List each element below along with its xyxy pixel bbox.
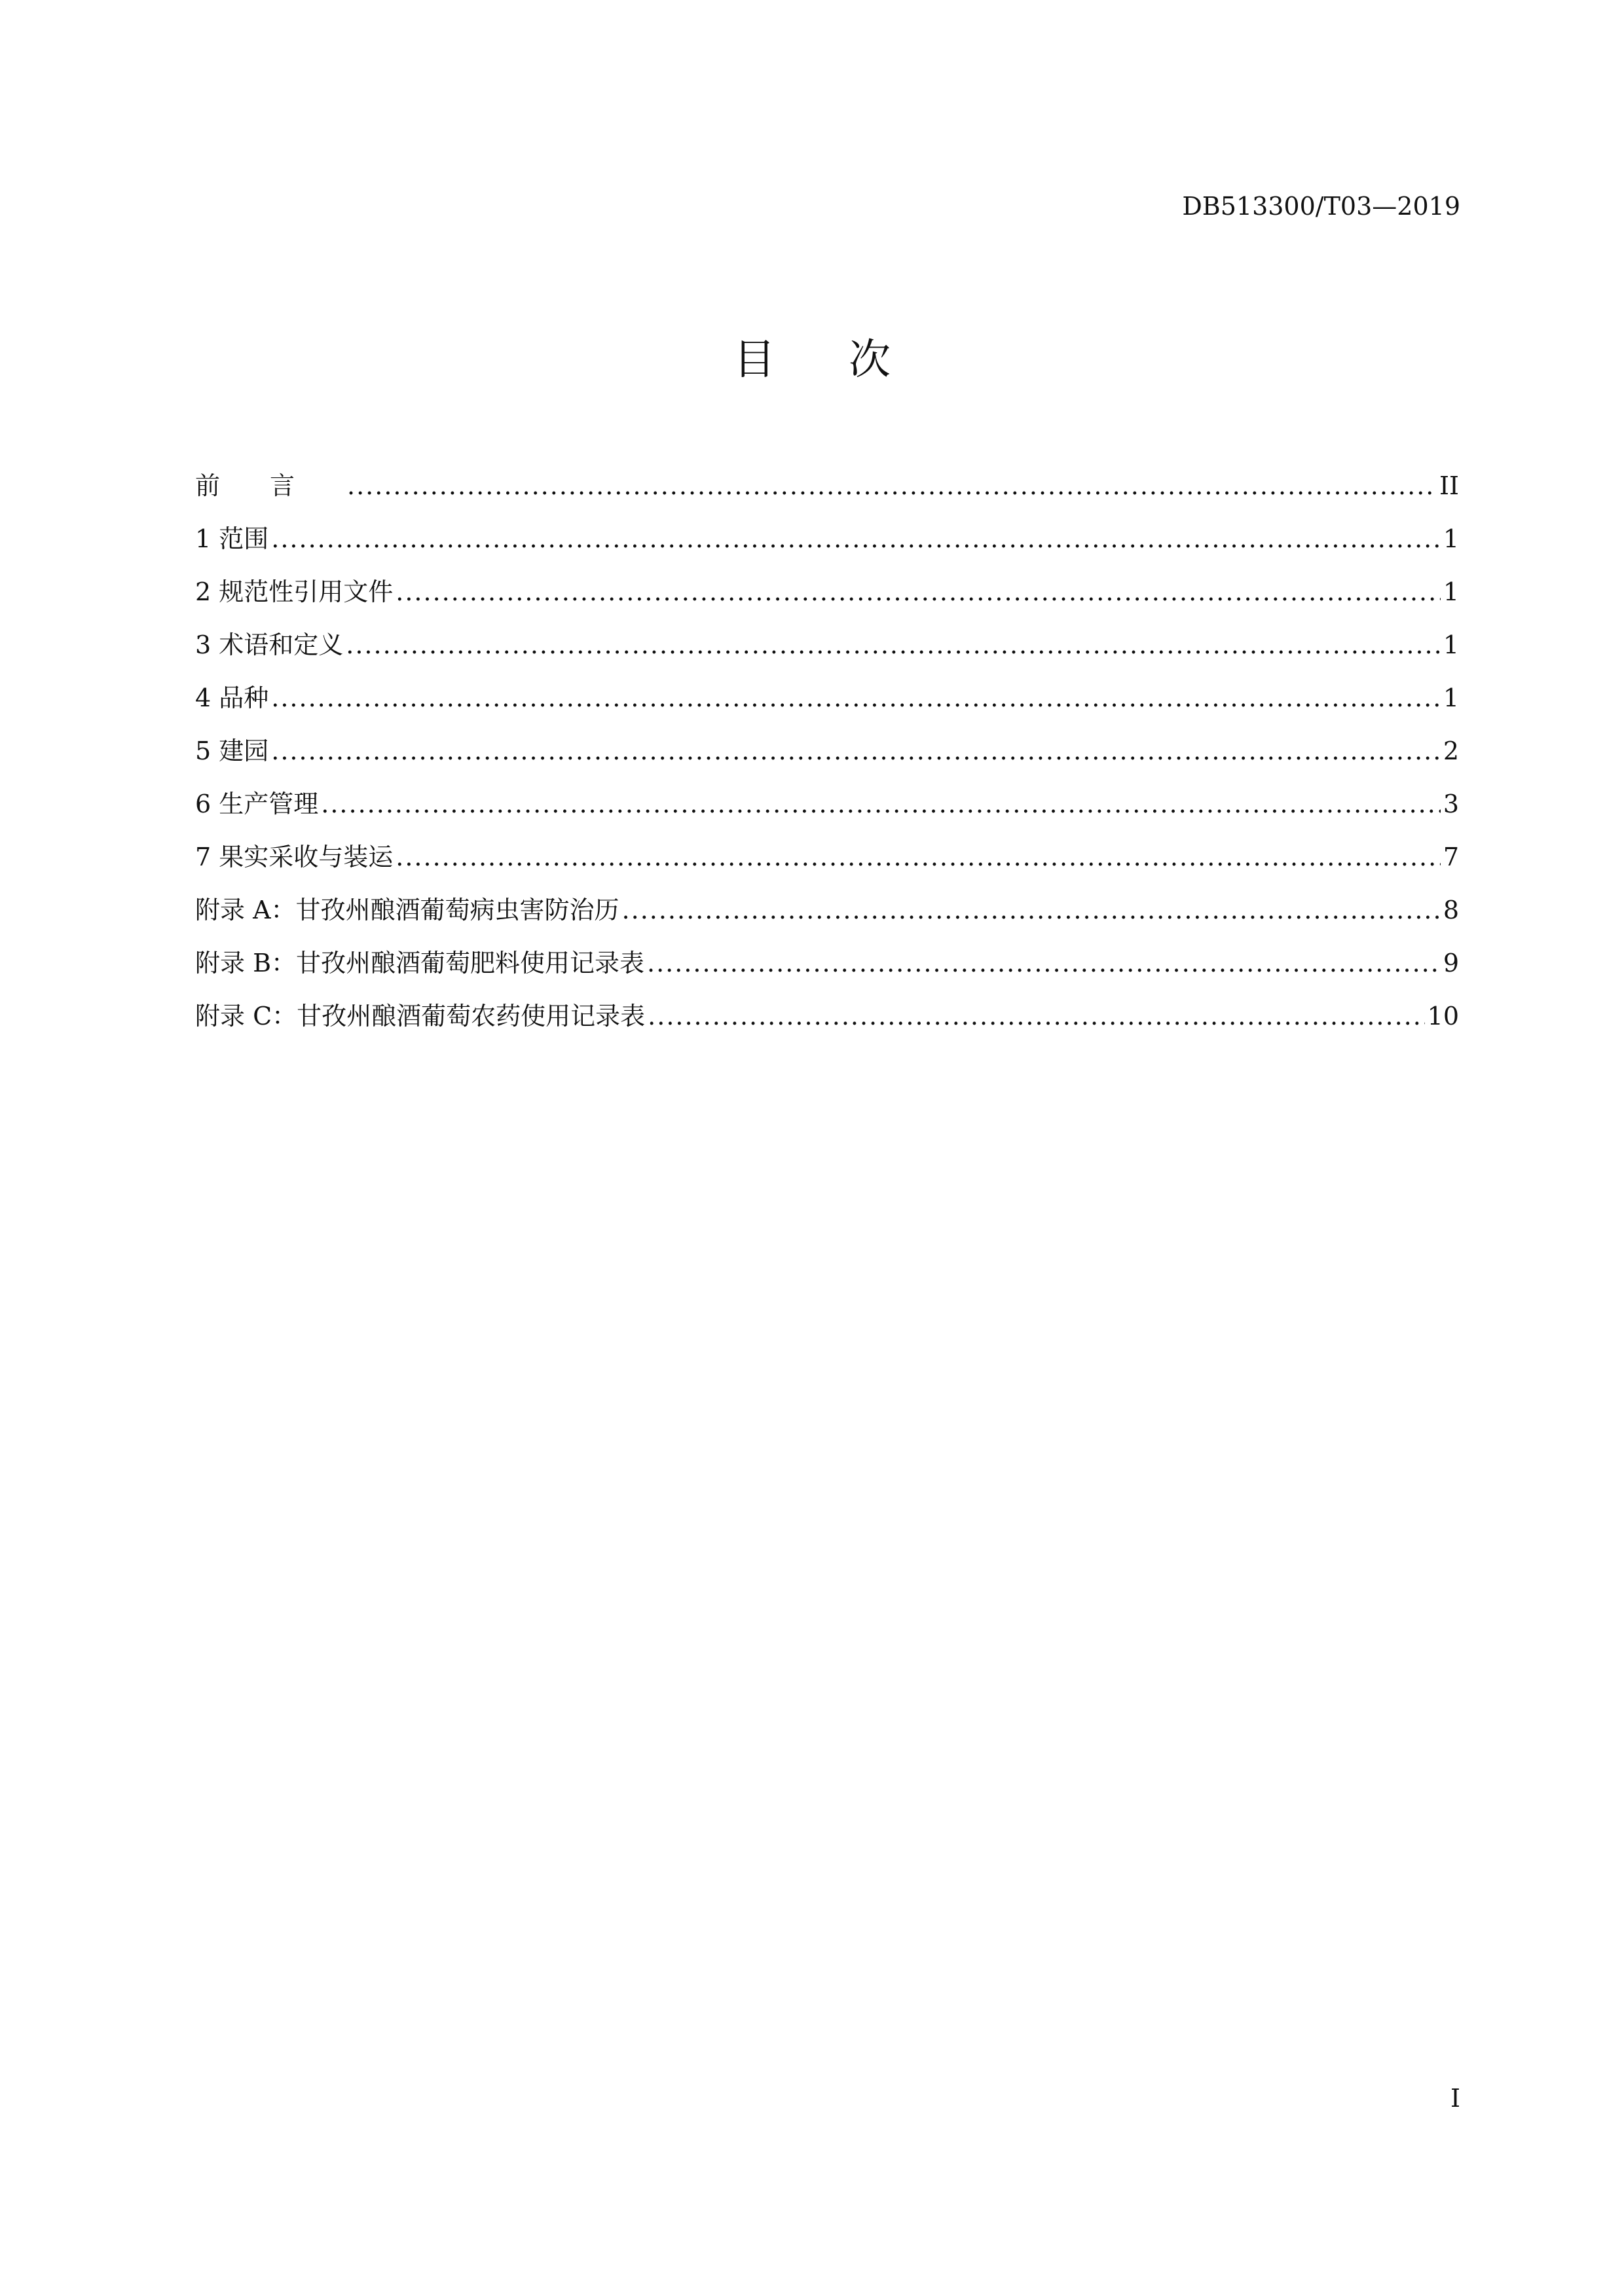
toc-entry-label: 6 生产管理 — [195, 790, 319, 818]
page-number: I — [1450, 2084, 1460, 2113]
toc-entry-production-management[interactable] — [195, 778, 1459, 831]
toc-entry-page: 1 — [1443, 524, 1459, 553]
toc-leader-dots — [346, 619, 1441, 672]
toc-entry-normative-references[interactable] — [195, 566, 1459, 619]
toc-entry-appendix-a[interactable] — [195, 884, 1459, 937]
page-title: 目次 — [733, 336, 964, 384]
toc-entry-label: 附录 A：甘孜州酿酒葡萄病虫害防治历 — [195, 896, 619, 924]
toc-entry-page: 1 — [1443, 630, 1459, 659]
toc-entry-varieties[interactable] — [195, 672, 1459, 725]
toc-leader-dots — [647, 937, 1441, 990]
toc-leader-dots — [321, 778, 1441, 831]
toc-entry-page: 3 — [1443, 790, 1459, 818]
toc-entry-page: 2 — [1443, 737, 1459, 765]
document-code: DB513300/T03—2019 — [1182, 192, 1460, 221]
toc-leader-dots — [648, 990, 1424, 1043]
toc-entry-label-text: 前言 — [195, 471, 345, 500]
toc-leader-dots — [271, 725, 1441, 778]
toc-leader-dots — [271, 672, 1441, 725]
toc-entry-foreword[interactable] — [195, 460, 1459, 513]
toc-entry-page: 10 — [1427, 1002, 1459, 1030]
toc-entry-terms-definitions[interactable] — [195, 619, 1459, 672]
toc-entry-page: 7 — [1443, 843, 1459, 871]
toc-entry-appendix-b[interactable] — [195, 937, 1459, 990]
toc-entry-label: 4 品种 — [195, 683, 269, 712]
toc-entry-harvest-shipping[interactable] — [195, 831, 1459, 884]
toc-entry-label — [195, 460, 344, 513]
toc-entry-page: II — [1439, 471, 1459, 500]
toc-entry-appendix-c[interactable] — [195, 990, 1459, 1043]
toc-entry-page: 9 — [1443, 949, 1459, 977]
toc-entry-label: 1 范围 — [195, 524, 269, 553]
toc-leader-dots — [396, 566, 1441, 619]
toc-leader-dots — [622, 884, 1441, 937]
toc-leader-dots — [347, 460, 1437, 513]
toc-entry-orchard-establishment[interactable] — [195, 725, 1459, 778]
toc-leader-dots — [396, 831, 1441, 884]
toc-entry-page: 1 — [1443, 683, 1459, 712]
toc-leader-dots — [271, 513, 1441, 566]
toc-entry-scope[interactable] — [195, 513, 1459, 566]
toc-entry-label: 2 规范性引用文件 — [195, 577, 394, 606]
toc-entry-page: 8 — [1443, 896, 1459, 924]
toc-entry-label: 7 果实采收与装运 — [195, 843, 394, 871]
toc-entry-label: 附录 B：甘孜州酿酒葡萄肥料使用记录表 — [195, 949, 645, 977]
toc-entry-page: 1 — [1443, 577, 1459, 606]
table-of-contents — [195, 460, 1459, 1043]
toc-entry-label: 3 术语和定义 — [195, 630, 344, 659]
toc-entry-label: 附录 C：甘孜州酿酒葡萄农药使用记录表 — [195, 1002, 646, 1030]
toc-entry-label: 5 建园 — [195, 737, 269, 765]
